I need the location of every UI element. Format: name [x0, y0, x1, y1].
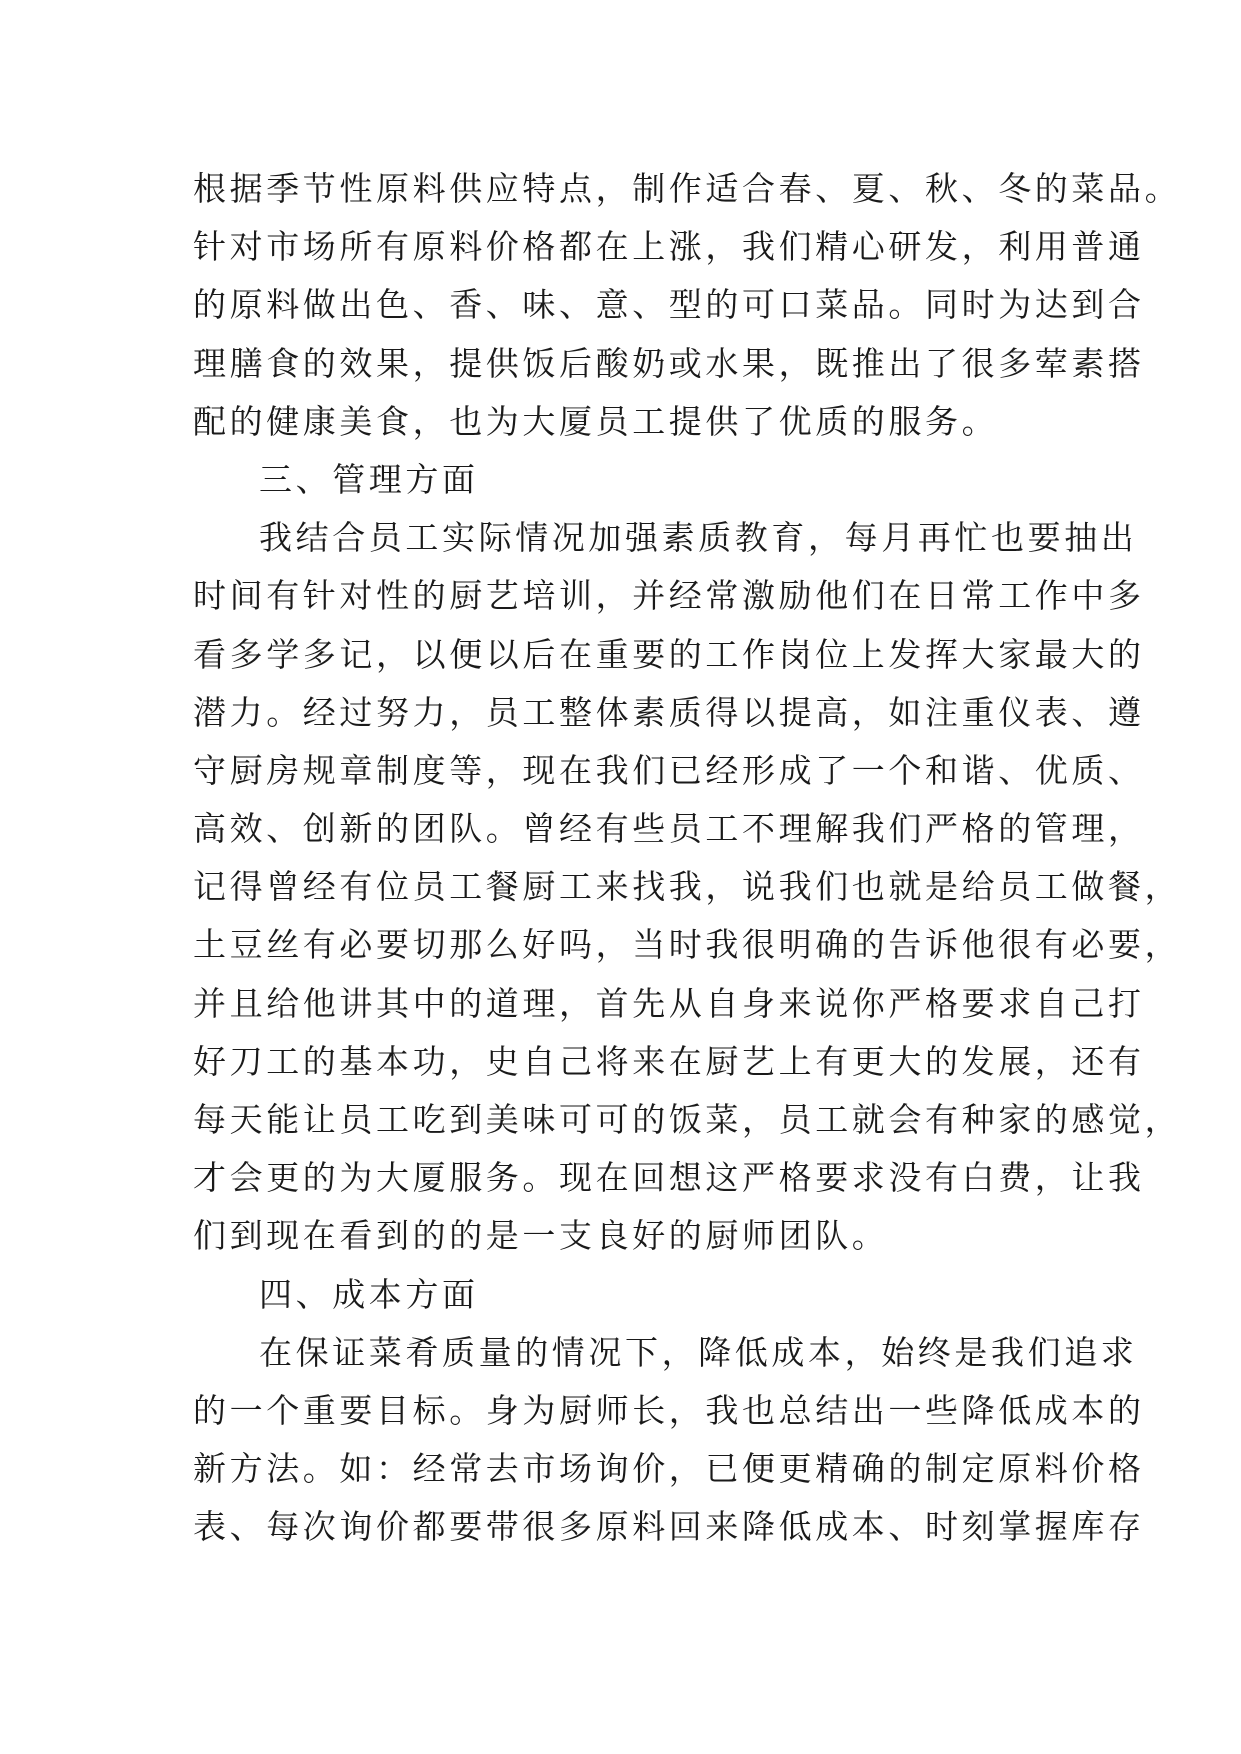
text-line: 配的健康美食，也为大厦员工提供了优质的服务。 [193, 401, 999, 441]
text-line: 并且给他讲其中的道理，首先从自身来说你严格要求自己打 [193, 983, 1145, 1023]
text-line: 的一个重要目标。身为厨师长，我也总结出一些降低成本的 [193, 1390, 1145, 1430]
text-line: 好刀工的基本功，史自己将来在厨艺上有更大的发展，还有 [193, 1041, 1145, 1081]
text-line: 每天能让员工吃到美味可可的饭菜，员工就会有种家的感觉， [193, 1100, 1182, 1139]
text-line: 土豆丝有必要切那么好吗，当时我很明确的告诉他很有必要， [193, 925, 1182, 965]
text-line: 记得曾经有位员工餐厨工来找我，说我们也就是给员工做餐， [193, 867, 1182, 907]
section-heading: 四、成本方面 [259, 1274, 479, 1314]
text-line: 时间有针对性的厨艺培训，并经常激励他们在日常工作中多 [193, 576, 1145, 616]
text-line: 才会更的为大厦服务。现在回想这严格要求没有白费，让我 [193, 1158, 1145, 1198]
text-line: 表、每次询价都要带很多原料回来降低成本、时刻掌握库存 [193, 1507, 1145, 1547]
text-line: 新方法。如：经常去市场询价，已便更精确的制定原料价格 [193, 1449, 1145, 1489]
body-text [193, 160, 1182, 1557]
text-line: 根据季节性原料供应特点，制作适合春、夏、秋、冬的菜品。 [193, 169, 1182, 208]
section-heading: 三、管理方面 [259, 459, 479, 499]
text-line: 针对市场所有原料价格都在上涨，我们精心研发，利用普通 [193, 227, 1145, 267]
text-line: 守厨房规章制度等，现在我们已经形成了一个和谐、优质、 [193, 750, 1145, 790]
text-line: 们到现在看到的的是一支良好的厨师团队。 [193, 1216, 889, 1256]
text-line: 潜力。经过努力，员工整体素质得以提高，如注重仪表、遵 [193, 692, 1145, 732]
text-line: 高效、创新的团队。曾经有些员工不理解我们严格的管理， [193, 809, 1145, 849]
text-line: 看多学多记，以便以后在重要的工作岗位上发挥大家最大的 [193, 634, 1145, 674]
text-line: 我结合员工实际情况加强素质教育，每月再忙也要抽出 [259, 518, 1138, 558]
text-line: 的原料做出色、香、味、意、型的可口菜品。同时为达到合 [193, 285, 1145, 325]
text-line: 在保证菜肴质量的情况下，降低成本，始终是我们追求 [259, 1332, 1138, 1372]
text-line: 理膳食的效果，提供饭后酸奶或水果，既推出了很多荤素搭 [193, 343, 1145, 383]
